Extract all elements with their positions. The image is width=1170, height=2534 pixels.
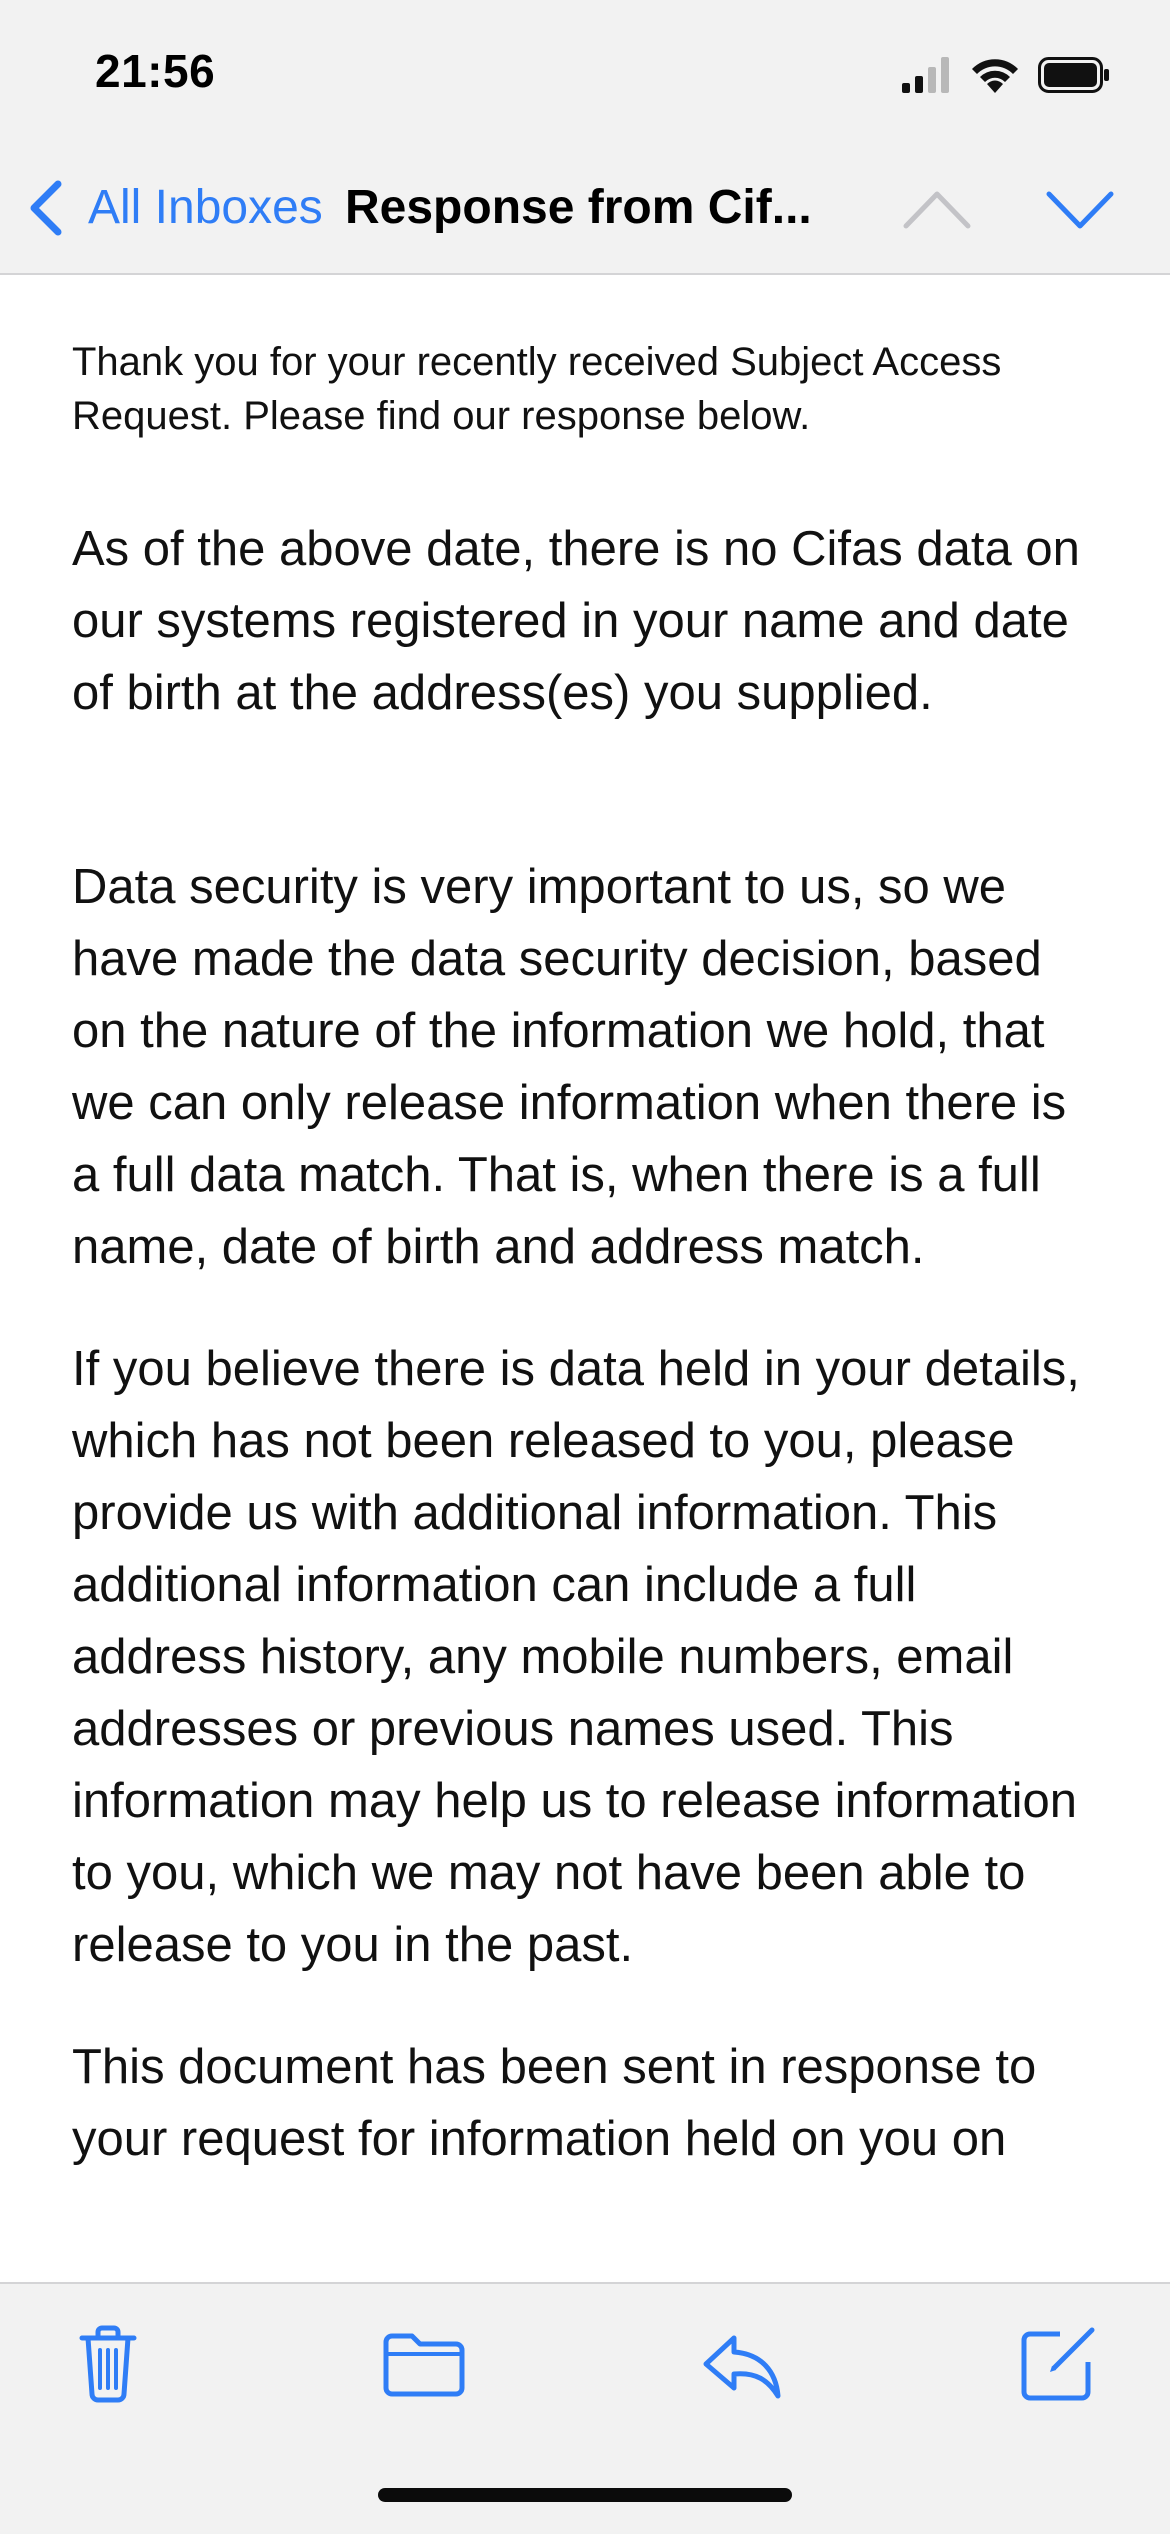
chevron-down-icon[interactable] (1045, 180, 1115, 240)
reply-icon[interactable] (700, 2322, 784, 2406)
email-paragraph: This document has been sent in response to your request for information held on you on (72, 2040, 1037, 2166)
email-body[interactable] (0, 275, 1170, 2166)
trash-icon[interactable] (66, 2322, 150, 2406)
email-subject-title: Response from Cif... (345, 181, 812, 234)
email-paragraph: As of the above date, there is no Cifas data on our systems registered in your name and date of birth at the address(es) you supplied. (72, 522, 1080, 720)
wifi-icon (970, 57, 1020, 93)
email-paragraph: If you believe there is data held in your details, which has not been released to you, please provide us with additional information. This additional information can include a full address history, any mobile numbers, email addresses or previous names used. This information may help us to release information to you, which we may not have been able to release to you in the past. (72, 1342, 1080, 1972)
nav-bar (0, 150, 1170, 275)
chevron-up-icon[interactable] (902, 180, 972, 240)
email-paragraph: Data security is very important to us, so we have made the data security decision, based on the nature of the information we hold, that we can only release information when there is a full data match. That is, when there is a full name, date of birth and address match. (72, 860, 1067, 1274)
back-button[interactable]: All Inboxes (88, 181, 323, 234)
status-bar (0, 0, 1170, 150)
clock: 21:56 (95, 45, 216, 97)
compose-icon[interactable] (1016, 2322, 1100, 2406)
status-icons (902, 52, 1110, 98)
home-indicator[interactable] (378, 2488, 792, 2502)
email-intro: Thank you for your recently received Subject Access Request. Please find our response below. (72, 340, 1002, 438)
chevron-left-icon[interactable] (26, 178, 66, 238)
cellular-signal-icon (902, 57, 952, 93)
battery-icon (1038, 57, 1110, 93)
folder-icon[interactable] (382, 2322, 466, 2406)
